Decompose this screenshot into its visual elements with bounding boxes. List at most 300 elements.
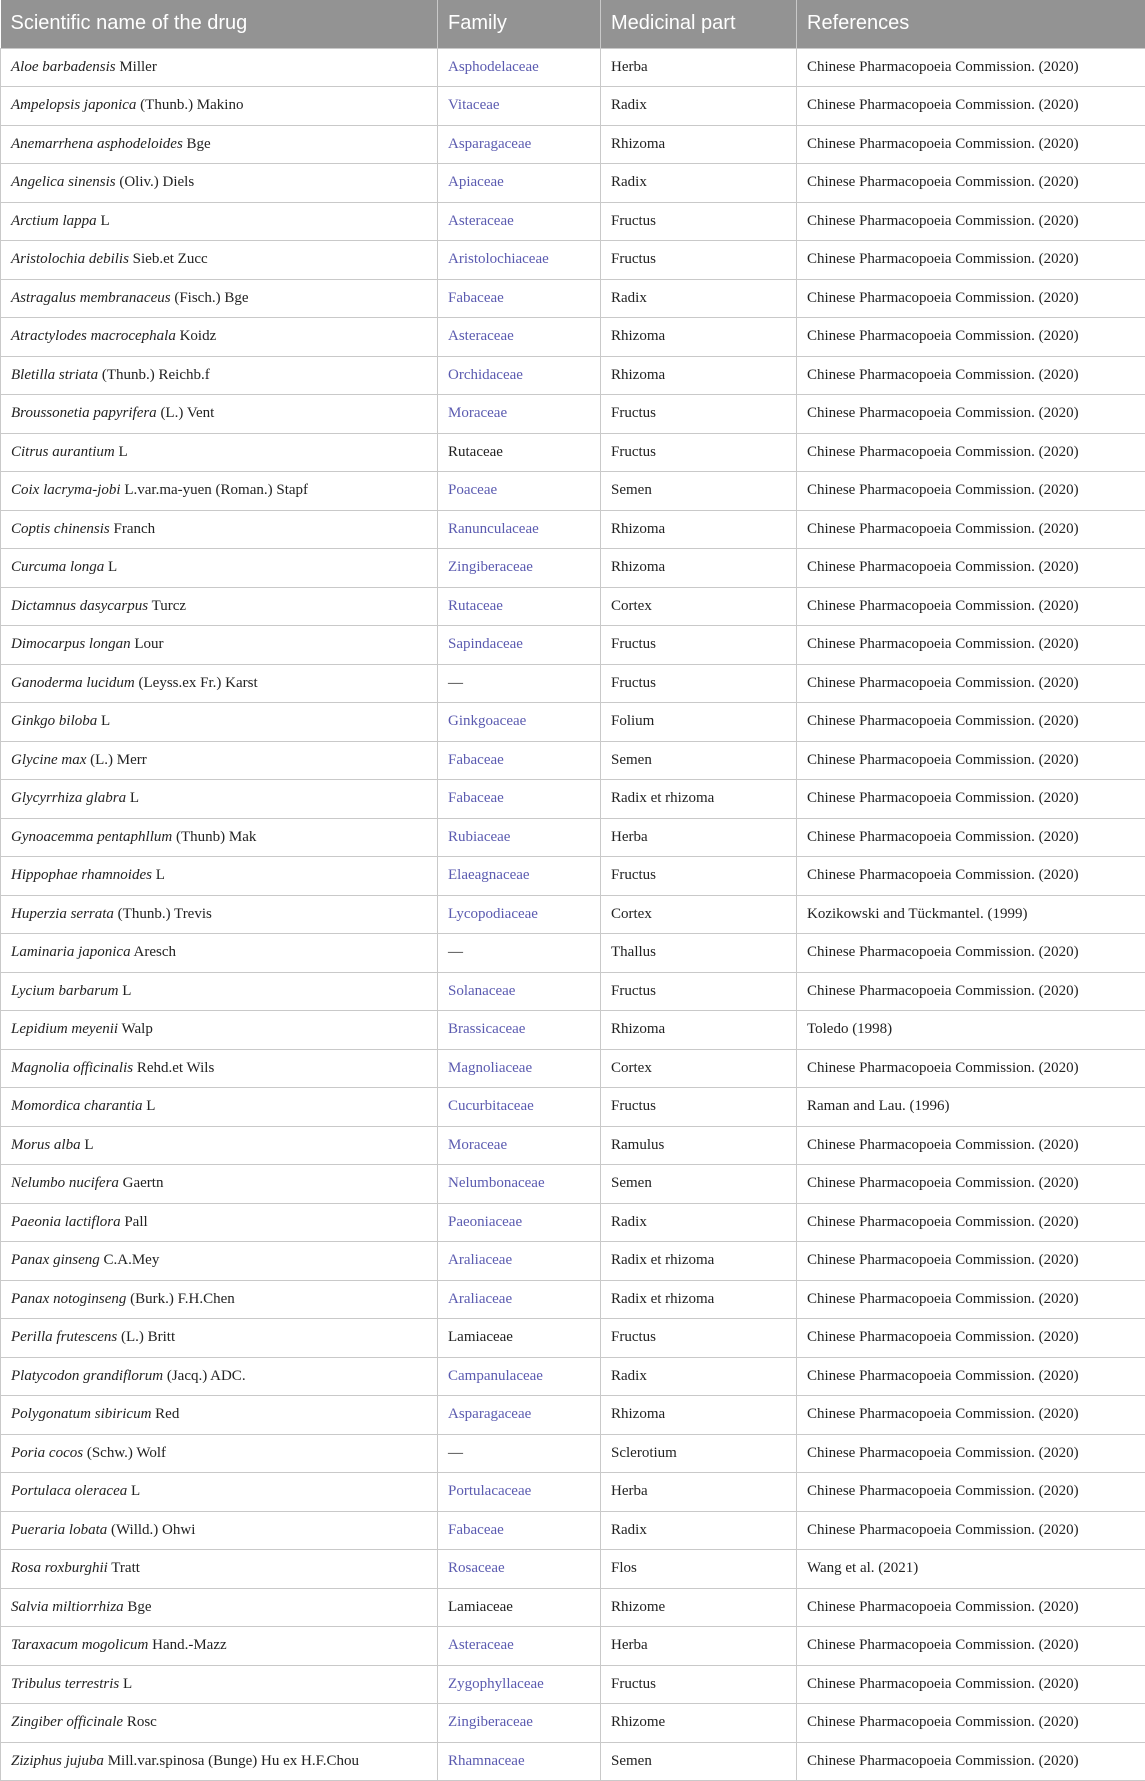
family-link[interactable]: Cucurbitaceae [448, 1098, 534, 1115]
scientific-name-cell [1, 395, 438, 434]
header-family: Family [438, 0, 601, 48]
table-row [1, 1627, 1145, 1666]
authority-name: Walp [121, 1021, 153, 1038]
authority-name: Mill.var.spinosa (Bunge) Hu ex H.F.Chou [107, 1752, 359, 1769]
family-cell[interactable] [438, 1203, 601, 1242]
scientific-name-cell [1, 1550, 438, 1589]
table-row [1, 1011, 1145, 1050]
family-link[interactable]: Asphodelaceae [448, 58, 539, 75]
family-cell [438, 1319, 601, 1358]
authority-name: Miller [119, 58, 157, 75]
family-link[interactable]: Magnoliaceae [448, 1059, 533, 1076]
authority-name: C.A.Mey [103, 1252, 160, 1269]
reference-cell: Chinese Pharmacopoeia Commission. (2020) [797, 1704, 1145, 1743]
header-medicinal-part: Medicinal part [601, 0, 797, 48]
medicinal-part-cell: Radix [601, 87, 797, 126]
family-link[interactable]: Vitaceae [448, 97, 500, 114]
family-cell[interactable] [438, 1011, 601, 1050]
scientific-name-cell [1, 703, 438, 742]
authority-name: (Willd.) Ohwi [111, 1521, 196, 1538]
scientific-name-cell [1, 780, 438, 819]
reference-cell: Chinese Pharmacopoeia Commission. (2020) [797, 703, 1145, 742]
medicinal-part-cell: Radix et rhizoma [601, 1242, 797, 1281]
authority-name: L [146, 1098, 156, 1115]
medicinal-part-cell: Semen [601, 1165, 797, 1204]
scientific-name-cell [1, 549, 438, 588]
table-row [1, 1511, 1145, 1550]
medicinal-part-cell: Fructus [601, 1319, 797, 1358]
medicinal-part-cell: Radix [601, 1203, 797, 1242]
authority-name: Koidz [179, 328, 217, 345]
medicinal-part-cell: Sclerotium [601, 1434, 797, 1473]
family-cell[interactable] [438, 1511, 601, 1550]
family-cell[interactable] [438, 510, 601, 549]
species-name: Morus alba [11, 1136, 81, 1153]
medicinal-part-cell: Herba [601, 818, 797, 857]
table-row [1, 472, 1145, 511]
table-row [1, 1280, 1145, 1319]
reference-cell: Chinese Pharmacopoeia Commission. (2020) [797, 1049, 1145, 1088]
family-link[interactable]: Rubiaceae [448, 828, 511, 845]
medicinal-part-cell: Cortex [601, 895, 797, 934]
species-name: Momordica charantia [11, 1098, 143, 1115]
reference-cell: Chinese Pharmacopoeia Commission. (2020) [797, 1242, 1145, 1281]
table-row [1, 972, 1145, 1011]
table-row [1, 1126, 1145, 1165]
family-cell [438, 934, 601, 973]
species-name: Platycodon grandiflorum [11, 1367, 164, 1384]
authority-name: (Fisch.) Bge [174, 289, 249, 306]
family-cell[interactable] [438, 1357, 601, 1396]
authority-name: L [107, 559, 118, 576]
family-cell[interactable] [438, 356, 601, 395]
table-row [1, 587, 1145, 626]
species-name: Tribulus terrestris [11, 1675, 120, 1692]
species-name: Lepidium meyenii [11, 1021, 119, 1038]
authority-name: Franch [113, 520, 156, 537]
medicinal-part-cell: Semen [601, 472, 797, 511]
authority-name: (Thunb) Mak [175, 828, 257, 845]
authority-name: L [155, 867, 165, 884]
family-cell[interactable] [438, 1627, 601, 1666]
authority-name: Turcz [151, 597, 187, 614]
authority-name: Aresch [133, 944, 177, 961]
table-row [1, 549, 1145, 588]
family-cell[interactable] [438, 48, 601, 87]
table-row [1, 318, 1145, 357]
family-cell[interactable] [438, 164, 601, 203]
species-name: Taraxacum mogolicum [11, 1637, 149, 1654]
medicinal-part-cell: Fructus [601, 664, 797, 703]
family-link[interactable]: Zingiberaceae [448, 1714, 533, 1731]
family-link[interactable]: Solanaceae [448, 982, 516, 999]
species-name: Zingiber officinale [11, 1714, 124, 1731]
family-link[interactable]: Portulacaceae [448, 1483, 532, 1500]
scientific-name-cell [1, 1742, 438, 1781]
medicinal-part-cell: Radix et rhizoma [601, 1280, 797, 1319]
table-row [1, 1357, 1145, 1396]
species-name: Polygonatum sibiricum [11, 1406, 152, 1423]
reference-cell: Chinese Pharmacopoeia Commission. (2020) [797, 1357, 1145, 1396]
family-link[interactable]: Asparagaceae [448, 135, 532, 152]
family-cell[interactable] [438, 472, 601, 511]
table-row [1, 1550, 1145, 1589]
scientific-name-cell [1, 1049, 438, 1088]
medicinal-part-cell: Cortex [601, 1049, 797, 1088]
family-link[interactable]: Zygophyllaceae [448, 1675, 544, 1692]
reference-cell: Toledo (1998) [797, 1011, 1145, 1050]
family-name: Lamiaceae [448, 1598, 513, 1615]
family-link[interactable]: Moraceae [448, 1136, 508, 1153]
family-link[interactable]: Poaceae [448, 482, 498, 499]
species-name: Ampelopsis japonica [11, 97, 137, 114]
reference-cell: Chinese Pharmacopoeia Commission. (2020) [797, 857, 1145, 896]
family-cell[interactable] [438, 1704, 601, 1743]
scientific-name-cell [1, 510, 438, 549]
family-name: Lamiaceae [448, 1329, 513, 1346]
reference-cell: Chinese Pharmacopoeia Commission. (2020) [797, 818, 1145, 857]
family-link[interactable]: Nelumbonaceae [448, 1175, 545, 1192]
family-cell[interactable] [438, 1665, 601, 1704]
authority-name: Rehd.et Wils [136, 1059, 215, 1076]
scientific-name-cell [1, 626, 438, 665]
family-link[interactable]: Paeoniaceae [448, 1213, 523, 1230]
authority-name: L [130, 1483, 141, 1500]
family-link[interactable]: Ranunculaceae [448, 520, 539, 537]
scientific-name-cell [1, 356, 438, 395]
family-link[interactable]: Fabaceae [448, 1521, 504, 1538]
medicinal-part-cell: Cortex [601, 587, 797, 626]
family-cell[interactable] [438, 241, 601, 280]
medicinal-part-cell: Fructus [601, 857, 797, 896]
medicinal-part-cell: Fructus [601, 626, 797, 665]
medicinal-part-cell: Rhizoma [601, 125, 797, 164]
table-row [1, 1434, 1145, 1473]
scientific-name-cell [1, 1088, 438, 1127]
table-header [1, 0, 1145, 48]
table-row [1, 857, 1145, 896]
reference-cell: Chinese Pharmacopoeia Commission. (2020) [797, 356, 1145, 395]
reference-cell: Chinese Pharmacopoeia Commission. (2020) [797, 125, 1145, 164]
reference-cell: Chinese Pharmacopoeia Commission. (2020) [797, 664, 1145, 703]
family-link[interactable]: Fabaceae [448, 289, 504, 306]
authority-name: (Burk.) F.H.Chen [130, 1290, 235, 1307]
table-row [1, 1473, 1145, 1512]
medicinal-part-cell: Fructus [601, 395, 797, 434]
family-link[interactable]: Asparagaceae [448, 1406, 532, 1423]
medicinal-part-cell: Semen [601, 1742, 797, 1781]
family-cell[interactable] [438, 125, 601, 164]
family-cell[interactable] [438, 780, 601, 819]
scientific-name-cell [1, 1704, 438, 1743]
family-cell[interactable] [438, 1088, 601, 1127]
scientific-name-cell [1, 934, 438, 973]
medicinal-part-cell: Semen [601, 741, 797, 780]
authority-name: Hand.-Mazz [152, 1637, 227, 1654]
medicinal-part-cell: Radix [601, 1357, 797, 1396]
table-row [1, 1165, 1145, 1204]
species-name: Magnolia officinalis [11, 1059, 134, 1076]
reference-cell: Chinese Pharmacopoeia Commission. (2020) [797, 1627, 1145, 1666]
reference-cell: Chinese Pharmacopoeia Commission. (2020) [797, 1319, 1145, 1358]
family-link[interactable]: Brassicaceae [448, 1021, 526, 1038]
family-link[interactable]: Elaeagnaceae [448, 867, 530, 884]
table-row [1, 1203, 1145, 1242]
species-name: Astragalus membranaceus [11, 289, 171, 306]
authority-name: (Leyss.ex Fr.) Karst [138, 674, 258, 691]
species-name: Curcuma longa [11, 559, 105, 576]
family-link[interactable]: Lycopodiaceae [448, 905, 538, 922]
family-cell[interactable] [438, 741, 601, 780]
family-cell [438, 1434, 601, 1473]
family-cell[interactable] [438, 549, 601, 588]
scientific-name-cell [1, 857, 438, 896]
authority-name: Sieb.et Zucc [132, 251, 208, 268]
species-name: Paeonia lactiflora [11, 1213, 121, 1230]
scientific-name-cell [1, 895, 438, 934]
authority-name: (Schw.) Wolf [86, 1444, 167, 1461]
species-name: Pueraria lobata [11, 1521, 108, 1538]
table-row [1, 895, 1145, 934]
medicinal-part-cell: Herba [601, 1627, 797, 1666]
family-link[interactable]: Asteraceae [448, 212, 514, 229]
reference-cell: Chinese Pharmacopoeia Commission. (2020) [797, 934, 1145, 973]
table-row [1, 395, 1145, 434]
family-cell[interactable] [438, 395, 601, 434]
table-row [1, 164, 1145, 203]
family-cell [438, 664, 601, 703]
medicinal-part-cell: Fructus [601, 972, 797, 1011]
medicinal-part-cell: Ramulus [601, 1126, 797, 1165]
reference-cell: Chinese Pharmacopoeia Commission. (2020) [797, 1665, 1145, 1704]
reference-cell: Chinese Pharmacopoeia Commission. (2020) [797, 510, 1145, 549]
family-link[interactable]: Araliaceae [448, 1290, 513, 1307]
reference-cell: Chinese Pharmacopoeia Commission. (2020) [797, 318, 1145, 357]
reference-cell: Chinese Pharmacopoeia Commission. (2020) [797, 1126, 1145, 1165]
authority-name: (Thunb.) Makino [140, 97, 244, 114]
family-cell[interactable] [438, 626, 601, 665]
species-name: Rosa roxburghii [11, 1560, 108, 1577]
family-cell[interactable] [438, 972, 601, 1011]
authority-name: L [122, 982, 132, 999]
scientific-name-cell [1, 1357, 438, 1396]
species-name: Ziziphus jujuba [11, 1752, 104, 1769]
authority-name: L [101, 713, 111, 730]
medicinal-part-cell: Radix et rhizoma [601, 780, 797, 819]
medicinal-part-cell: Herba [601, 48, 797, 87]
family-cell[interactable] [438, 202, 601, 241]
table-row [1, 125, 1145, 164]
table-row [1, 1319, 1145, 1358]
table-row [1, 780, 1145, 819]
family-link[interactable]: Campanulaceae [448, 1367, 543, 1384]
table-row [1, 1088, 1145, 1127]
medicinal-part-cell: Thallus [601, 934, 797, 973]
authority-name: Bge [127, 1598, 152, 1615]
table-row [1, 626, 1145, 665]
family-cell[interactable] [438, 1742, 601, 1781]
species-name: Bletilla striata [11, 366, 99, 383]
medicinal-part-cell: Fructus [601, 1665, 797, 1704]
family-link[interactable]: Moraceae [448, 405, 508, 422]
scientific-name-cell [1, 1242, 438, 1281]
scientific-name-cell [1, 87, 438, 126]
reference-cell: Kozikowski and Tückmantel. (1999) [797, 895, 1145, 934]
table-row [1, 1665, 1145, 1704]
family-link[interactable]: Fabaceae [448, 790, 504, 807]
family-link[interactable]: Aristolochiaceae [448, 251, 549, 268]
species-name: Angelica sinensis [11, 174, 116, 191]
scientific-name-cell [1, 125, 438, 164]
family-link[interactable]: Asteraceae [448, 328, 514, 345]
authority-name: L [118, 443, 128, 460]
species-name: Aloe barbadensis [11, 58, 116, 75]
scientific-name-cell [1, 279, 438, 318]
scientific-name-cell [1, 818, 438, 857]
authority-name: Tratt [111, 1560, 140, 1577]
species-name: Dictamnus dasycarpus [11, 597, 149, 614]
family-cell[interactable] [438, 1126, 601, 1165]
scientific-name-cell [1, 472, 438, 511]
table-row [1, 703, 1145, 742]
family-cell[interactable] [438, 703, 601, 742]
family-cell[interactable] [438, 818, 601, 857]
species-name: Poria cocos [11, 1444, 84, 1461]
reference-cell: Chinese Pharmacopoeia Commission. (2020) [797, 395, 1145, 434]
species-name: Broussonetia papyrifera [11, 405, 157, 422]
authority-name: L.var.ma-yuen (Roman.) Stapf [124, 482, 309, 499]
reference-cell: Chinese Pharmacopoeia Commission. (2020) [797, 1511, 1145, 1550]
family-cell[interactable] [438, 1165, 601, 1204]
authority-name: L [122, 1675, 133, 1692]
family-link[interactable]: Sapindaceae [448, 636, 523, 653]
family-cell[interactable] [438, 87, 601, 126]
reference-cell: Chinese Pharmacopoeia Commission. (2020) [797, 626, 1145, 665]
family-cell[interactable] [438, 1280, 601, 1319]
reference-cell: Wang et al. (2021) [797, 1550, 1145, 1589]
family-link[interactable]: Asteraceae [448, 1637, 514, 1654]
scientific-name-cell [1, 164, 438, 203]
species-name: Panax ginseng [11, 1252, 100, 1269]
table-row [1, 741, 1145, 780]
species-name: Glycine max [11, 751, 87, 768]
table-row [1, 1396, 1145, 1435]
family-cell[interactable] [438, 318, 601, 357]
species-name: Dimocarpus longan [11, 636, 131, 653]
reference-cell: Chinese Pharmacopoeia Commission. (2020) [797, 1588, 1145, 1627]
reference-cell: Chinese Pharmacopoeia Commission. (2020) [797, 741, 1145, 780]
scientific-name-cell [1, 433, 438, 472]
family-cell[interactable] [438, 1396, 601, 1435]
authority-name: Rosc [126, 1714, 157, 1731]
medicinal-part-cell: Fructus [601, 1088, 797, 1127]
family-link[interactable]: Apiaceae [448, 174, 504, 191]
scientific-name-cell [1, 1588, 438, 1627]
family-cell [438, 1588, 601, 1627]
scientific-name-cell [1, 1434, 438, 1473]
reference-cell: Chinese Pharmacopoeia Commission. (2020) [797, 87, 1145, 126]
table-row [1, 1049, 1145, 1088]
authority-name: L [129, 790, 140, 807]
species-name: Coptis chinensis [11, 520, 110, 537]
scientific-name-cell [1, 1511, 438, 1550]
medicinal-part-cell: Rhizome [601, 1588, 797, 1627]
medicinal-part-cell: Flos [601, 1550, 797, 1589]
authority-name: (L.) Britt [120, 1329, 176, 1346]
medicinal-part-cell: Rhizoma [601, 318, 797, 357]
family-cell[interactable] [438, 895, 601, 934]
family-link[interactable]: Rhamnaceae [448, 1752, 525, 1769]
species-name: Ganoderma lucidum [11, 674, 135, 691]
table-row [1, 818, 1145, 857]
family-link[interactable]: Orchidaceae [448, 366, 523, 383]
table-row [1, 934, 1145, 973]
reference-cell: Chinese Pharmacopoeia Commission. (2020) [797, 1396, 1145, 1435]
medicinal-part-cell: Rhizoma [601, 356, 797, 395]
table-row [1, 87, 1145, 126]
species-name: Huperzia serrata [11, 905, 114, 922]
species-name: Atractylodes macrocephala [11, 328, 176, 345]
table-row [1, 356, 1145, 395]
table-row [1, 279, 1145, 318]
scientific-name-cell [1, 202, 438, 241]
family-link[interactable]: Rosaceae [448, 1560, 505, 1577]
family-cell[interactable] [438, 1049, 601, 1088]
authority-name: Lour [134, 636, 164, 653]
reference-cell: Chinese Pharmacopoeia Commission. (2020) [797, 279, 1145, 318]
authority-name: L [84, 1136, 94, 1153]
species-name: Gynoacemma pentaphllum [11, 828, 173, 845]
species-name: Aristolochia debilis [11, 251, 129, 268]
family-link[interactable]: Fabaceae [448, 751, 504, 768]
family-cell[interactable] [438, 1473, 601, 1512]
medicinal-part-cell: Rhizome [601, 1704, 797, 1743]
reference-cell: Chinese Pharmacopoeia Commission. (2020) [797, 164, 1145, 203]
reference-cell: Chinese Pharmacopoeia Commission. (2020) [797, 1165, 1145, 1204]
family-link[interactable]: Araliaceae [448, 1252, 513, 1269]
table-row [1, 48, 1145, 87]
authority-name: Pall [124, 1213, 148, 1230]
family-cell[interactable] [438, 1550, 601, 1589]
medicinal-part-cell: Fructus [601, 433, 797, 472]
reference-cell: Chinese Pharmacopoeia Commission. (2020) [797, 780, 1145, 819]
reference-cell: Chinese Pharmacopoeia Commission. (2020) [797, 1473, 1145, 1512]
authority-name: (Thunb.) Trevis [117, 905, 212, 922]
scientific-name-cell [1, 1165, 438, 1204]
reference-cell: Chinese Pharmacopoeia Commission. (2020) [797, 972, 1145, 1011]
authority-name: (L.) Merr [90, 751, 147, 768]
family-link[interactable]: Rutaceae [448, 597, 503, 614]
reference-cell: Chinese Pharmacopoeia Commission. (2020) [797, 472, 1145, 511]
reference-cell: Chinese Pharmacopoeia Commission. (2020) [797, 1203, 1145, 1242]
family-cell[interactable] [438, 587, 601, 626]
scientific-name-cell [1, 318, 438, 357]
family-cell[interactable] [438, 1242, 601, 1281]
family-name: — [448, 944, 463, 961]
authority-name: (L.) Vent [160, 405, 215, 422]
scientific-name-cell [1, 241, 438, 280]
family-cell[interactable] [438, 857, 601, 896]
table-row [1, 664, 1145, 703]
family-link[interactable]: Ginkgoaceae [448, 713, 527, 730]
family-cell[interactable] [438, 279, 601, 318]
authority-name: Gaertn [122, 1175, 164, 1192]
scientific-name-cell [1, 587, 438, 626]
reference-cell: Chinese Pharmacopoeia Commission. (2020) [797, 433, 1145, 472]
family-link[interactable]: Zingiberaceae [448, 559, 533, 576]
medicinal-part-cell: Fructus [601, 202, 797, 241]
species-name: Arctium lappa [11, 212, 97, 229]
